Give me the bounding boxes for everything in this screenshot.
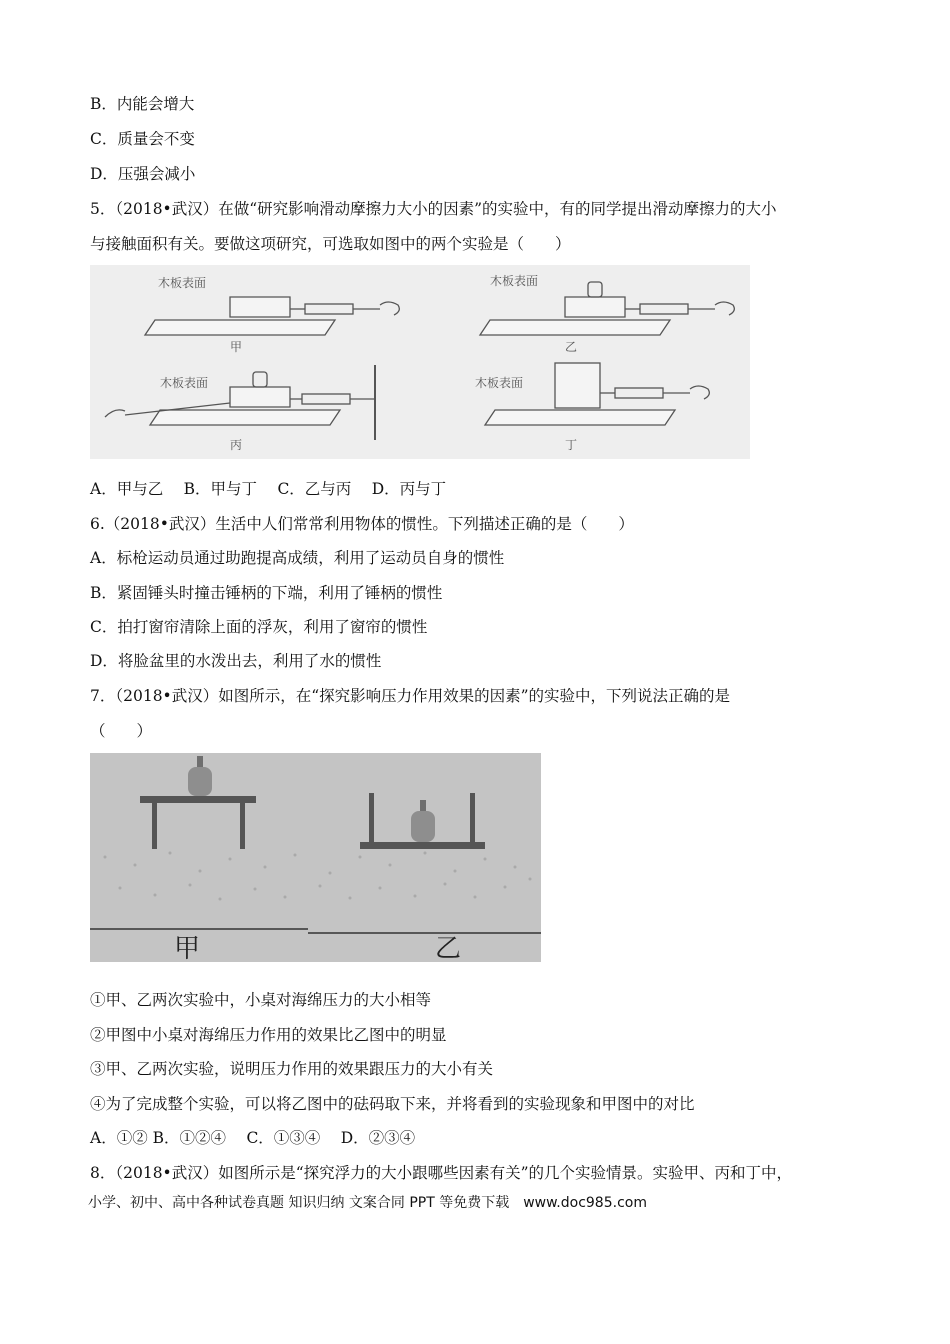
q6-option-a: A．标枪运动员通过助跑提高成绩，利用了运动员自身的惯性 — [90, 549, 505, 567]
q7-stem-line2: （ ） — [90, 722, 153, 740]
q5-stem-line1: 5．（2018•武汉）在做“研究影响滑动摩擦力大小的因素”的实验中，有的同学提出滑动摩擦力的大小 — [90, 200, 777, 218]
label-yi: 乙 — [565, 340, 578, 354]
q6-stem: 6.（2018•武汉）生活中人们常常利用物体的惯性。下列描述正确的是（ ） — [90, 515, 634, 533]
surface-label-yi: 木板表面 — [490, 274, 539, 288]
surface-label-jia: 木板表面 — [158, 276, 207, 290]
surface-label-ding: 木板表面 — [475, 376, 524, 390]
label-ding: 丁 — [565, 438, 578, 452]
q5-stem-line2: 与接触面积有关。要做这项研究，可选取如图中的两个实验是（ ） — [90, 235, 571, 253]
label-bing: 丙 — [230, 438, 243, 452]
label-yi-pressure: 乙 — [435, 934, 462, 962]
q4-option-c: C．质量会不变 — [90, 130, 195, 148]
q7-statement-2: ②甲图中小桌对海绵压力作用的效果比乙图中的明显 — [90, 1026, 447, 1044]
pressure-experiment-figure — [90, 753, 541, 962]
q4-option-d: D．压强会减小 — [90, 165, 196, 183]
q7-options: A．①② B．①②④ C．①③④ D．②③④ — [90, 1129, 416, 1147]
q7-stem-line1: 7．（2018•武汉）如图所示，在“探究影响压力作用效果的因素”的实验中，下列说法正确的是 — [90, 687, 731, 705]
friction-experiment-figure — [90, 265, 750, 459]
q4-option-b: B．内能会增大 — [90, 95, 195, 113]
label-jia-pressure: 甲 — [174, 934, 201, 962]
q8-stem: 8．（2018•武汉）如图所示是“探究浮力的大小跟哪些因素有关”的几个实验情景。实验甲、丙和丁中， — [90, 1164, 793, 1182]
surface-label-bing: 木板表面 — [160, 376, 209, 390]
q6-option-d: D．将脸盆里的水泼出去，利用了水的惯性 — [90, 652, 382, 670]
q5-options: A．甲与乙 B．甲与丁 C．乙与丙 D．丙与丁 — [90, 480, 447, 498]
q6-option-b: B．紧固锤头时撞击锤柄的下端，利用了锤柄的惯性 — [90, 584, 443, 602]
page-footer: 小学、初中、高中各种试卷真题 知识归纳 文案合同 PPT 等免费下载 www.doc985.com — [88, 1195, 647, 1211]
q7-statement-1: ①甲、乙两次实验中，小桌对海绵压力的大小相等 — [90, 991, 432, 1009]
q7-statement-4: ④为了完成整个实验，可以将乙图中的砝码取下来，并将看到的实验现象和甲图中的对比 — [90, 1095, 695, 1113]
label-jia: 甲 — [230, 340, 243, 354]
q6-option-c: C．拍打窗帘清除上面的浮灰，利用了窗帘的惯性 — [90, 618, 428, 636]
q7-statement-3: ③甲、乙两次实验，说明压力作用的效果跟压力的大小有关 — [90, 1060, 494, 1078]
